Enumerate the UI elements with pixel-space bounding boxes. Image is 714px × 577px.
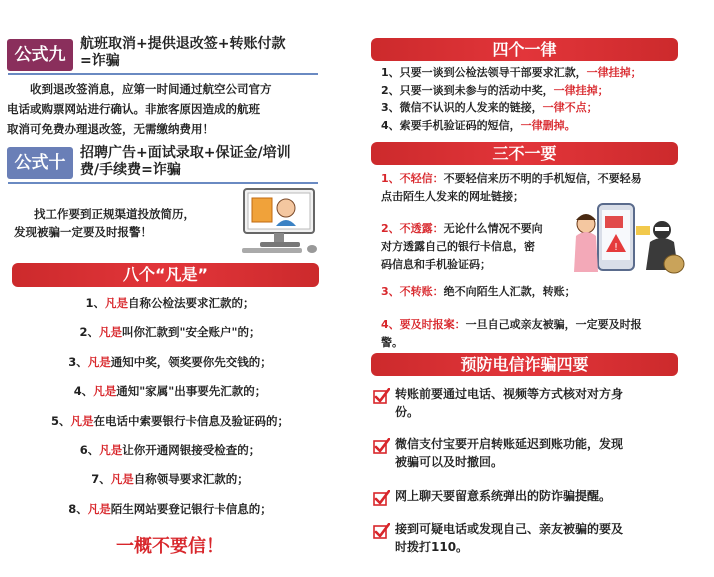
prevent-item-line1: 网上聊天要留意系统弹出的防诈骗提醒。: [395, 489, 612, 503]
eight-item-text: 通知"家属"出事要先汇款的；: [116, 384, 267, 399]
eight-item-text: 自称公检法要求汇款的；: [128, 296, 255, 310]
prevent-item-line1: 接到可疑电话或发现自己、亲友被骗的要及: [395, 522, 624, 536]
checkmark-icon: [373, 490, 390, 507]
three-no-item4: [381, 316, 693, 352]
eight-item-text: 自称领导要求汇款的；: [133, 472, 249, 487]
formula10-body-line2: 发现被骗一定要及时报警！: [14, 225, 152, 239]
checkmark-icon: [373, 388, 390, 405]
eight-item-keyword: 凡是: [70, 413, 94, 428]
formula10-title: [80, 145, 291, 179]
svg-text:!: !: [613, 242, 619, 253]
four-one-item-text: 3、微信不认识的人发来的链接，: [381, 101, 543, 114]
four-one-item-text: 1、只要一谈到公检法领导干部要求汇款，: [381, 66, 587, 79]
prevent-item: [395, 487, 695, 505]
three-no-item3-text: 绝不向陌生人汇款，转账；: [443, 285, 576, 298]
three-no-item2-line1: 无论什么情况不要向: [443, 222, 543, 235]
phone-thief-illustration: [570, 200, 688, 280]
eight-list-item: [14, 465, 326, 494]
eight-item-text: 叫你汇款到"安全账户"的；: [122, 325, 261, 340]
formula9-title-line2: =诈骗: [80, 53, 120, 69]
four-one-header: 四个一律: [371, 38, 678, 61]
three-no-item2-line3: 码信息和手机验证码；: [381, 258, 491, 271]
eight-footer: 一概不要信！: [116, 536, 224, 557]
eight-list: [14, 289, 326, 524]
three-no-item2: [381, 220, 581, 274]
three-no-item2-label: 2、不透露：: [381, 222, 444, 235]
prevent-item-line2: 时拨打110。: [395, 540, 469, 554]
eight-item-keyword: 凡是: [110, 472, 134, 487]
eight-item-keyword: 凡是: [99, 442, 123, 457]
four-one-item: [381, 117, 576, 135]
three-no-item4-label: 4、要及时报案：: [381, 318, 466, 331]
eight-item-text: 陌生网站要登记银行卡信息的；: [110, 501, 272, 516]
formula10-body-line1: 找工作要到正规渠道投放简历，: [34, 207, 195, 221]
eight-list-item: [14, 289, 326, 318]
three-no-item3: [381, 283, 576, 301]
formula9-body-cont: [7, 99, 327, 139]
eight-item-num: 6、: [79, 442, 100, 457]
formula9-title-line1: 航班取消+提供退改签+转账付款: [80, 36, 286, 52]
prevent-item: [395, 435, 695, 471]
formula10-title-line2: 费/手续费=诈骗: [80, 162, 181, 178]
formula9-tag: 公式九: [7, 39, 73, 71]
formula9-body-line3: 取消可免费办理退改签，无需缴纳费用！: [7, 122, 214, 136]
checkmark-icon: [373, 523, 390, 540]
three-no-item3-label: 3、不转账：: [381, 285, 444, 298]
three-no-header: 三不一要: [371, 142, 678, 165]
eight-item-num: 2、: [79, 325, 100, 340]
eight-item-text: 在电话中索要银行卡信息及验证码的；: [93, 413, 289, 428]
prevent-item-line2: 份。: [395, 405, 420, 419]
formula9-title: [80, 36, 285, 70]
three-no-item4-line1: 一旦自己或亲友被骗，一定要及时报: [465, 318, 642, 331]
prevent-item-line1: 转账前要通过电话、视频等方式核对对方身: [395, 387, 624, 401]
eight-list-item: [14, 436, 326, 465]
eight-item-keyword: 凡是: [87, 501, 111, 516]
four-one-item-emphasis: 一律挂掉；: [553, 83, 609, 97]
four-one-item-emphasis: 一律删掉。: [520, 118, 576, 132]
eight-item-text: 通知中奖，领奖要你先交钱的；: [110, 354, 272, 369]
eight-item-keyword: 凡是: [99, 325, 123, 340]
eight-list-item: [14, 318, 326, 347]
eight-list-item: [14, 377, 326, 406]
formula10-underline: [8, 182, 318, 184]
formula9-body-line2: 电话或购票网站进行确认。非旅客原因造成的航班: [7, 102, 260, 116]
prevent-item: [395, 385, 695, 421]
checkmark-icon: [373, 438, 390, 455]
three-no-item1-line1: 不要轻信来历不明的手机短信，不要轻易: [443, 172, 642, 185]
formula10-tag: 公式十: [7, 147, 73, 179]
eight-item-num: 1、: [85, 296, 105, 310]
four-one-item: [381, 99, 598, 117]
eight-list-item: [14, 495, 326, 524]
prevent-item-line1: 微信支付宝要开启转账延迟到账功能，发现: [395, 437, 624, 451]
formula10-title-line1: 招聘广告+面试录取+保证金/培训: [80, 145, 291, 161]
eight-item-num: 4、: [73, 384, 94, 399]
four-one-item-emphasis: 一律不点；: [542, 101, 598, 114]
eight-list-item: [14, 348, 326, 377]
four-one-item: [381, 64, 642, 82]
four-one-item-text: 4、索要手机验证码的短信，: [381, 118, 521, 132]
computer-illustration: [238, 186, 322, 256]
three-no-item1-line2: 点击陌生人发来的网址链接；: [381, 190, 524, 203]
three-no-item1-label: 1、不轻信：: [381, 172, 444, 185]
eight-item-text: 让你开通网银接受检查的；: [122, 442, 261, 457]
eight-item-keyword: 凡是: [105, 296, 128, 310]
four-one-item: [381, 82, 609, 100]
eight-item-keyword: 凡是: [87, 354, 111, 369]
eight-item-keyword: 凡是: [93, 384, 117, 399]
eight-item-num: 7、: [91, 472, 111, 487]
four-one-item-emphasis: 一律挂掉；: [586, 66, 642, 79]
eight-item-num: 3、: [68, 354, 88, 369]
formula9-underline: [8, 73, 318, 75]
three-no-item2-line2: 对方透露自己的银行卡信息，密: [381, 240, 535, 253]
eight-header: 八个“凡是”: [12, 263, 319, 287]
three-no-item4-line2: 警。: [381, 336, 403, 349]
eight-list-item: [14, 407, 326, 436]
eight-item-num: 8、: [68, 501, 88, 516]
prevent-item: [395, 520, 695, 556]
eight-item-num: 5、: [50, 413, 71, 428]
formula9-body: [30, 79, 272, 99]
prevent-item-line2: 被骗可以及时撤回。: [395, 455, 504, 469]
formula9-body-line1: 收到退改签消息，应第一时间通过航空公司官方: [30, 82, 272, 96]
prevent-header: 预防电信诈骗四要: [371, 353, 678, 376]
four-one-item-text: 2、只要一谈到未参与的活动中奖，: [381, 83, 554, 97]
